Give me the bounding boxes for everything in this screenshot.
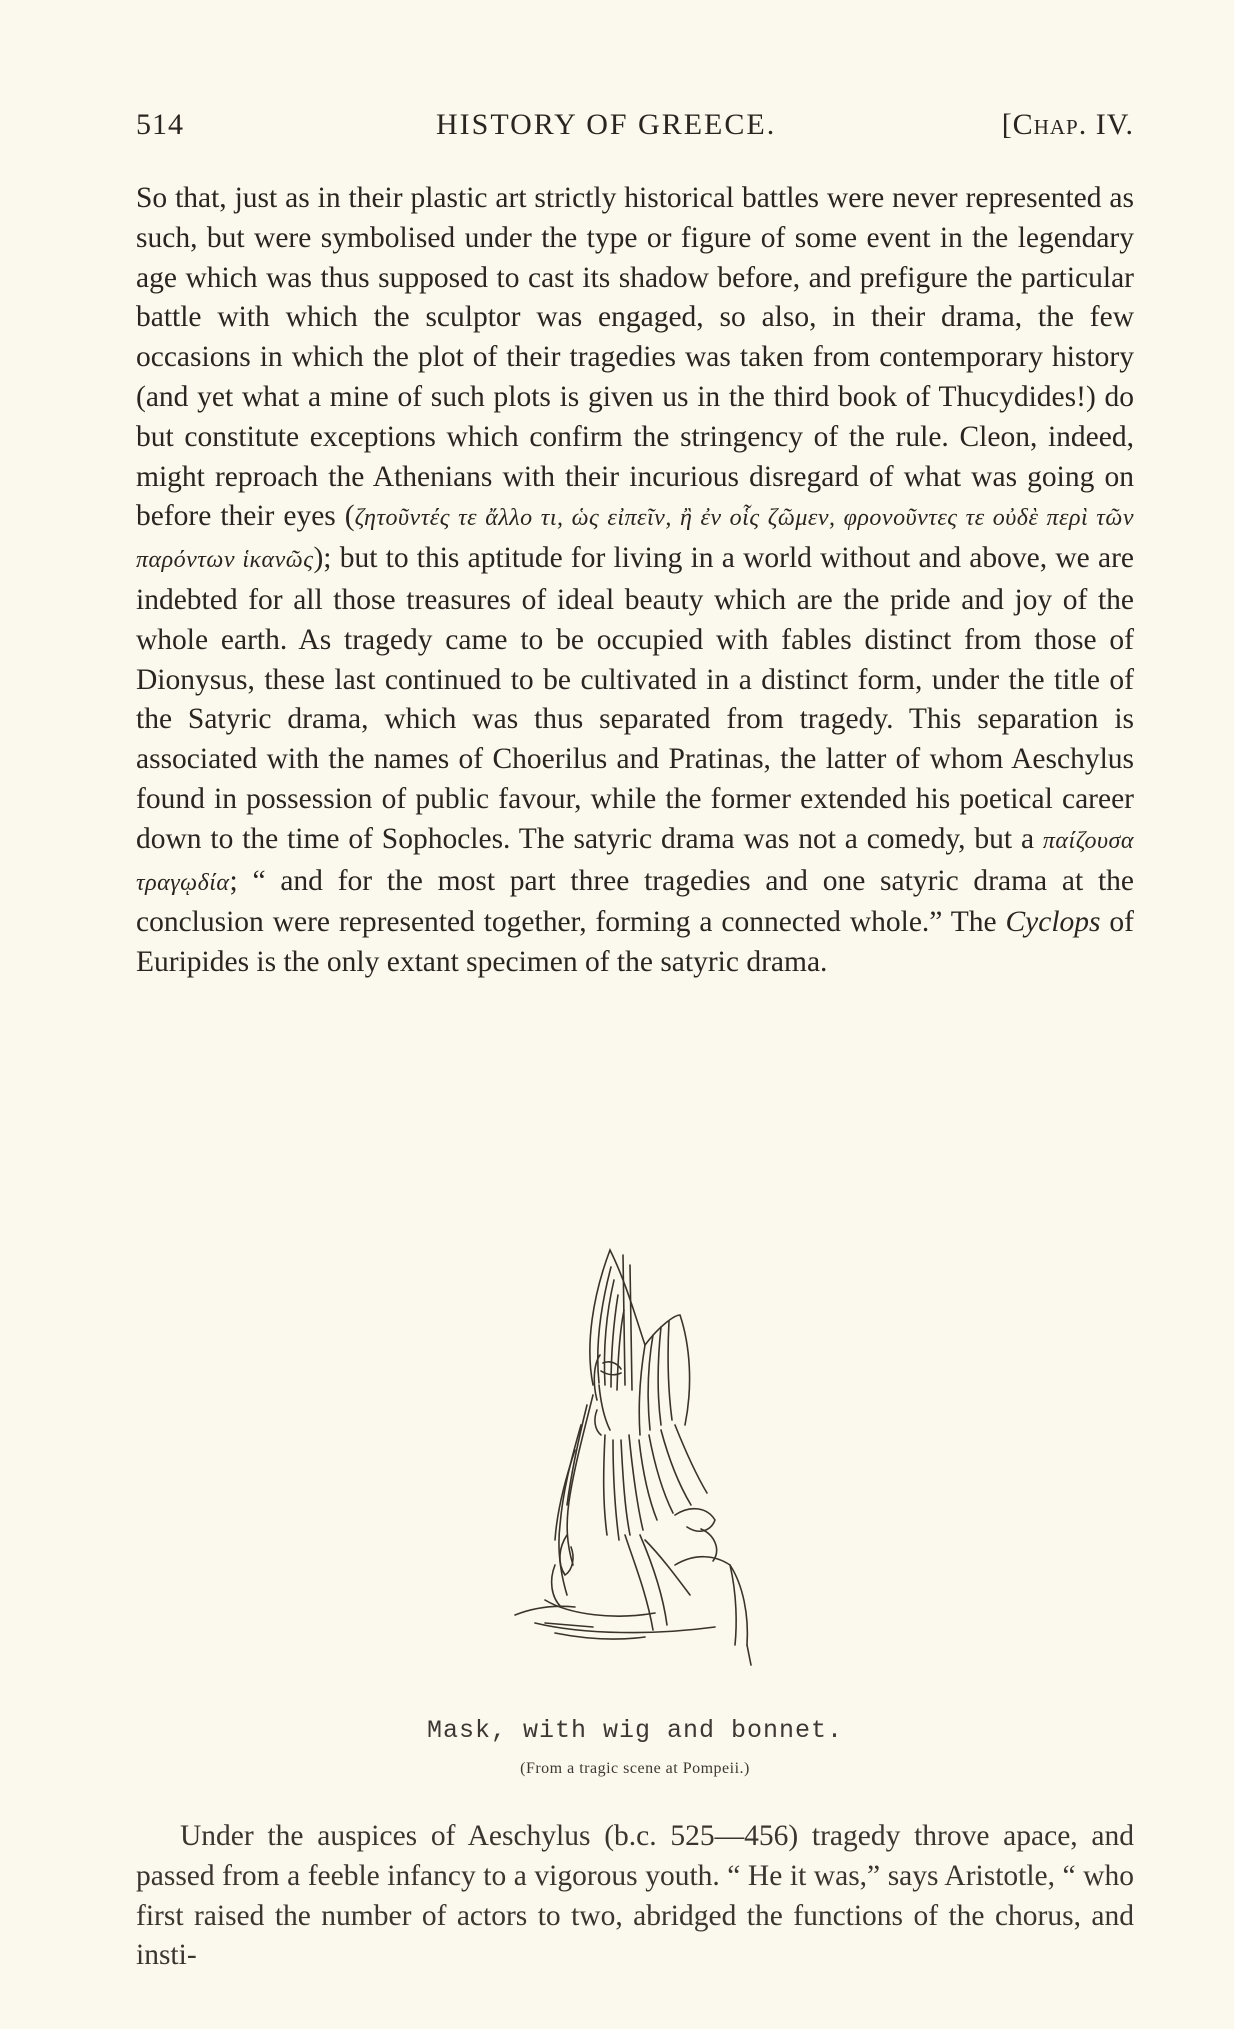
page-number: 514	[136, 108, 184, 141]
paragraph-text: ); but to this aptitude for living in a world without and above, we are indebted for all those treasures of ideal beauty which are the pride and joy of the whole earth. As tragedy came to be occupied with fables distinct from those of Dionysus, these last continued to be cultivated in a distinct form, under the title of the Satyric drama, which was thus separated from tragedy. This separation is associated with the names of Choerilus and Pratinas, the latter of whom Aeschylus found in possession of public favour, while the former extended his poetical career down to the time of Sophocles. The satyric drama was not a comedy, but a	[136, 542, 1134, 855]
greek-term: παίζουσα τραγῳδία	[136, 827, 1134, 896]
book-page	[136, 0, 1134, 2029]
figure-source: (From a tragic scene at Pompeii.)	[520, 1760, 750, 1777]
paragraph-text: So that, just as in their plastic art strictly historical battles were never represented as such, but were symbolised under the type or figure of some event in the legendary age which was thus supposed to cast its shadow before, and prefigure the particular battle with which the sculptor was engaged, so also, in their drama, the few occasions in which the plot of their tragedies was taken from contemporary history (and yet what a mine of such plots is given us in the third book of Thucydides!) do but constitute exceptions which confirm the stringency of the rule. Cleon, indeed, might reproach the Athenians with their incurious disregard of what was going on before their eyes (	[136, 182, 1134, 533]
play-title: Cyclops	[1005, 906, 1101, 939]
running-head	[136, 108, 1134, 152]
book-title: HISTORY OF GREECE.	[436, 108, 777, 141]
body-paragraph-2: Under the auspices of Aeschylus (b.c. 525—456) tragedy throve apace, and passed from a feeble infancy to a vigorous youth. “ He it was,” says Aristotle, “ who first raised the number of actors to two, abridged the functions of the chorus, and insti-	[136, 1820, 1134, 1972]
body-paragraph-1	[136, 179, 1134, 983]
figure-caption: Mask, with wig and bonnet.	[426, 1716, 844, 1745]
paragraph-text: ; “ and for the most part three tragedies and one satyric drama at the conclusion were represented together, forming a connected whole.” The	[136, 864, 1134, 939]
chapter-label: [Chap. IV.	[1001, 108, 1134, 141]
greek-quotation: ζητοῦντές τε ἄλλο τι, ὡς εἰπεῖν, ἢ ἐν οἷς ζῶμεν, φρονοῦντες τε οὐδὲ περὶ τῶν παρόντων ἱκανῶς	[136, 505, 1134, 574]
tragic-mask-illustration	[475, 1235, 805, 1680]
mask-drawing-icon	[475, 1235, 805, 1680]
paragraph-text: of Euripides is the only extant specimen of the satyric drama.	[136, 906, 1135, 979]
